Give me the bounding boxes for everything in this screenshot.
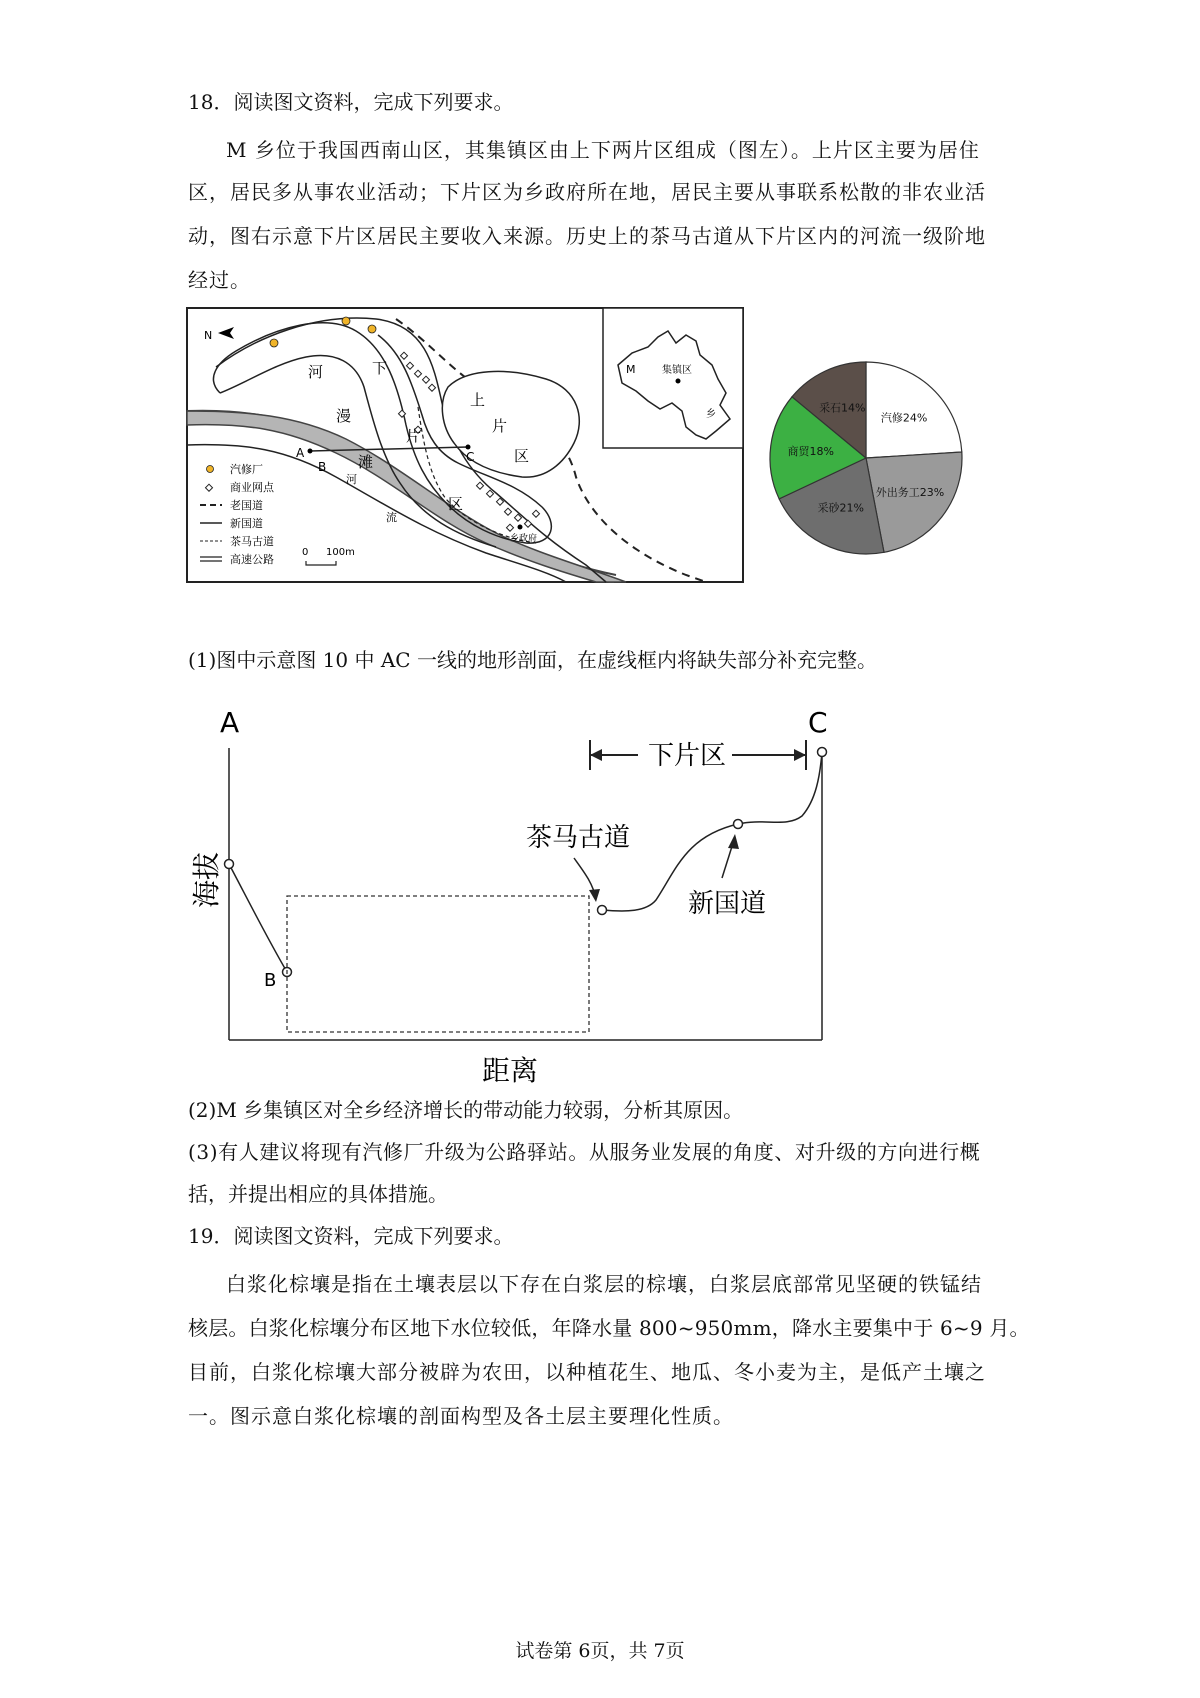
town-map <box>186 307 744 583</box>
inset-xiang-label: 乡 <box>706 409 716 420</box>
q19-para-line-3: 目前，白浆化棕壤大部分被辟为农田，以种植花生、地瓜、冬小麦为主，是低产土壤之 <box>188 1360 986 1384</box>
income-pie-chart <box>766 358 966 558</box>
profile-b-label: B <box>264 970 277 991</box>
q18-sub3-line-2: 括，并提出相应的具体措施。 <box>188 1182 448 1206</box>
profile-xlabel: 距离 <box>482 1054 539 1087</box>
lower-zone-label-2: 片 <box>406 427 422 445</box>
profile-lower-zone-label: 下片区 <box>648 741 727 771</box>
profile-tea-road-label: 茶马古道 <box>526 823 631 853</box>
floodplain-label-3: 滩 <box>358 453 374 471</box>
pie-label-2: 采砂21% <box>817 501 864 515</box>
scale-zero: 0 <box>302 547 309 558</box>
profile-new-road-label: 新国道 <box>688 889 767 919</box>
floodplain-label-2: 漫 <box>336 407 352 425</box>
q18-para-line-2: 区，居民多从事农业活动；下片区为乡政府所在地，居民主要从事联系松散的非农业活 <box>188 180 986 204</box>
q18-para-line-3: 动，图右示意下片区居民主要收入来源。历史上的茶马古道从下片区内的河流一级阶地 <box>188 224 986 248</box>
inset-m-label: M <box>626 363 636 376</box>
upper-zone-label-2: 片 <box>492 417 508 435</box>
profile-a-label: A <box>220 706 240 739</box>
profile-c-label: C <box>808 706 828 739</box>
upper-zone-label-3: 区 <box>514 447 530 465</box>
river-label-2: 流 <box>386 511 397 524</box>
legend-highway: 高速公路 <box>230 553 274 566</box>
inset-town-label: 集镇区 <box>662 365 692 376</box>
q19-para-line-2: 核层。白浆化棕壤分布区地下水位较低，年降水量 800~950mm，降水主要集中于 6~9 月。 <box>188 1316 1030 1340</box>
pie-slice-0 <box>866 362 962 458</box>
pie-label-1: 外出务工23% <box>875 486 945 500</box>
pie-label-4: 采石14% <box>819 401 866 415</box>
floodplain-label-1: 河 <box>308 363 324 381</box>
q18-heading: 18．阅读图文资料，完成下列要求。 <box>188 90 514 114</box>
river-label-1: 河 <box>346 473 357 486</box>
point-a-label: A <box>296 446 305 460</box>
q19-heading: 19．阅读图文资料，完成下列要求。 <box>188 1224 514 1248</box>
q18-sub1: (1)图中示意图 10 中 AC 一线的地形剖面，在虚线框内将缺失部分补充完整。 <box>188 648 877 672</box>
point-c-label: C <box>466 450 475 464</box>
legend-old-road: 老国道 <box>230 499 263 512</box>
terrain-profile <box>186 676 846 1092</box>
page-footer: 试卷第 6页，共 7页 <box>515 1640 685 1662</box>
answer-box[interactable] <box>287 896 589 1032</box>
q19-para-line-1: 白浆化棕壤是指在土壤表层以下存在白浆层的棕壤，白浆层底部常见坚硬的铁锰结 <box>226 1272 982 1296</box>
gov-label: 乡政府 <box>510 534 538 544</box>
lower-zone-label-1: 下 <box>372 359 388 377</box>
north-label: N <box>204 329 213 342</box>
legend-tea-road: 茶马古道 <box>230 535 274 548</box>
pie-label-0: 汽修24% <box>880 411 928 425</box>
legend-new-road: 新国道 <box>230 517 263 530</box>
q18-para-line-1: M 乡位于我国西南山区，其集镇区由上下两片区组成（图左）。上片区主要为居住 <box>226 138 980 162</box>
point-b-label: B <box>318 460 327 474</box>
q18-sub2: (2)M 乡集镇区对全乡经济增长的带动能力较弱，分析其原因。 <box>188 1098 744 1122</box>
q18-sub3-line-1: (3)有人建议将现有汽修厂升级为公路驿站。从服务业发展的角度、对升级的方向进行概 <box>188 1140 981 1164</box>
scale-100m: 100m <box>326 547 355 558</box>
q19-para-line-4: 一。图示意白浆化棕壤的剖面构型及各土层主要理化性质。 <box>188 1404 734 1428</box>
legend-commercial: 商业网点 <box>230 481 274 494</box>
lower-zone-label-3: 区 <box>448 495 464 513</box>
profile-ylabel: 海拔 <box>190 851 223 908</box>
legend-repair: 汽修厂 <box>230 463 263 476</box>
q18-para-line-4: 经过。 <box>188 268 251 292</box>
upper-zone-label-1: 上 <box>470 391 486 409</box>
pie-label-3: 商贸18% <box>787 445 834 459</box>
